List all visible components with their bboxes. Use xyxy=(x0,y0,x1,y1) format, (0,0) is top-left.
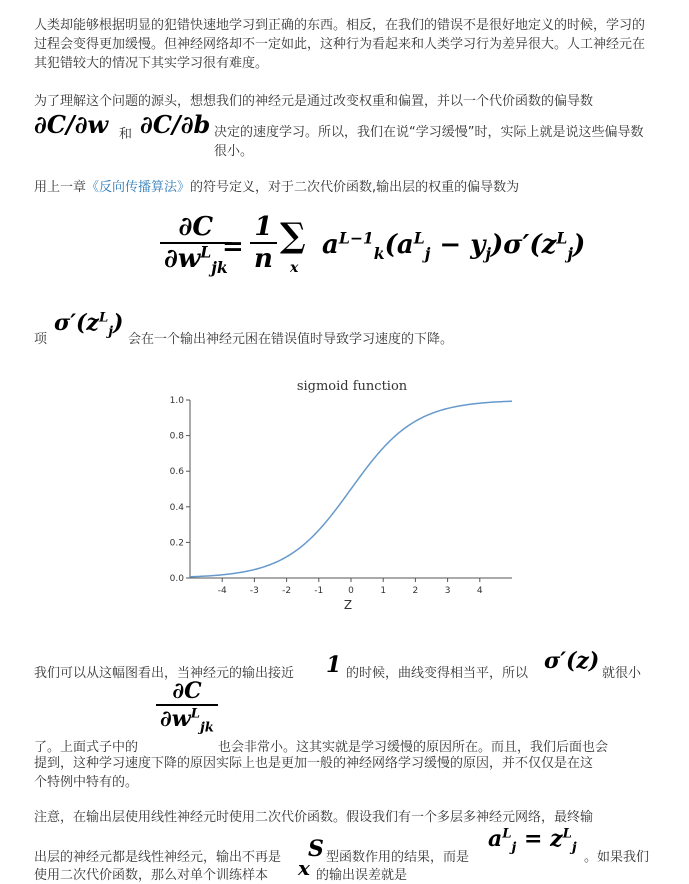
inline-frac-sup: L xyxy=(190,706,200,722)
and-text: 和 xyxy=(119,127,133,142)
inline-frac-sub: jk xyxy=(199,720,214,736)
paragraph-5-line3: 个特例中特有的。 xyxy=(34,775,139,790)
lhs-sub: jk xyxy=(211,258,228,278)
sigma-prime-z: σ′(z) xyxy=(544,648,600,674)
y-tick-label: 0.2 xyxy=(169,538,184,549)
sigmoid-chart xyxy=(150,372,530,617)
linear-output-formula xyxy=(488,826,577,856)
paragraph-6-a: 出层的神经元都是线性神经元，输出不再是 xyxy=(34,850,282,865)
x-tick-label: 3 xyxy=(444,586,451,596)
eq-mid: = z xyxy=(516,826,563,852)
y-tick-label: 0.6 xyxy=(169,467,184,478)
paragraph-4 xyxy=(34,310,674,346)
paragraph-5-a: 我们可以从这幅图看出，当神经元的输出接近 xyxy=(34,666,295,681)
paragraph-3-after: 的符号定义，对于二次代价函数,输出层的权重的偏导数为 xyxy=(190,180,520,195)
paragraph-5 xyxy=(34,648,674,758)
paragraph-2-line2 xyxy=(34,110,674,159)
z-sub: j xyxy=(567,244,574,264)
paragraph-5-d: 了。上面式子中的 xyxy=(34,740,139,755)
coef-numerator: 1 xyxy=(250,212,277,244)
chart-title: sigmoid function xyxy=(296,379,408,394)
y-sub: j xyxy=(485,244,491,264)
paragraph-6-b: 型函数作用的结果，而是 xyxy=(326,850,470,865)
eq-sup2: L xyxy=(562,826,572,842)
paragraph-6-e: 的输出误差就是 xyxy=(316,868,408,883)
paragraph-6-d: 使用二次代价函数，那么对单个训练样本 xyxy=(34,868,269,883)
sum-subscript: x xyxy=(290,260,299,276)
value-one: 1 xyxy=(326,652,342,678)
x-tick-label: -1 xyxy=(314,586,324,596)
sigma-prime-sup: L xyxy=(98,310,109,326)
inline-frac-den: ∂w xyxy=(160,706,191,732)
paragraph-3-before: 用上一章 xyxy=(34,180,87,195)
y-ticks xyxy=(170,396,190,584)
S-symbol: S xyxy=(308,836,324,862)
x-tick-label: 2 xyxy=(412,586,419,596)
aj-sub: j xyxy=(424,244,431,264)
formula-dc-db: ∂C/∂b xyxy=(140,110,211,139)
inline-frac-num: ∂C xyxy=(156,678,218,706)
x-tick-label: 0 xyxy=(348,586,354,596)
sigmoid-curve xyxy=(190,401,512,577)
minus-y: − y xyxy=(430,230,486,260)
inline-fraction xyxy=(156,678,218,736)
paragraph-3 xyxy=(34,178,519,197)
eq-sup1: L xyxy=(502,826,512,842)
sigma-prime-formula xyxy=(54,310,124,340)
sigma-prime-end: ) xyxy=(113,310,124,336)
x-tick-label: -4 xyxy=(217,586,227,596)
paragraph-5-line2: 提到，这种学习速度下降的原因实际上也是更加一般的神经网络学习缓慢的原因，并不仅仅是在这 xyxy=(34,756,594,771)
paragraph-2 xyxy=(34,92,674,111)
y-tick-label: 0.0 xyxy=(169,574,184,584)
paragraph-4-rest: 会在一个输出神经元困在错误值时导致学习速度的下降。 xyxy=(128,332,454,347)
y-tick-label: 0.4 xyxy=(169,502,184,513)
paragraph-5-e: 也会非常小。这其实就是学习缓慢的原因所在。而且，我们后面也会 xyxy=(218,740,609,755)
equals-sign: = xyxy=(222,232,244,262)
x-tick-label: 4 xyxy=(476,586,483,596)
paragraph-6-c: 。如果我们 xyxy=(584,850,650,865)
x-ticks xyxy=(218,578,483,596)
paren-a: (a xyxy=(384,230,414,260)
a-sup: L−1 xyxy=(338,228,374,248)
x-tick-label: 1 xyxy=(380,586,387,596)
sum-symbol: ∑ xyxy=(280,216,306,256)
lhs-sup: L xyxy=(200,242,212,262)
x-tick-label: -3 xyxy=(249,586,259,596)
eq-sub2: j xyxy=(571,840,577,856)
z-sup: L xyxy=(556,228,568,248)
a-sub: k xyxy=(373,244,385,264)
paragraph-2-rest: 决定的速度学习。所以，我们在说“学习缓慢”时，实际上就是说这些偏导数很小。 xyxy=(214,125,644,159)
close-paren: ) xyxy=(573,230,586,260)
paragraph-1: 人类却能够根据明显的犯错快速地学习到正确的东西。相反，在我们的错误不是很好地定义的时候，学习的过程会变得更加缓慢。但神经网络却不一定如此，这种行为看起来和人类学习行为差异很大。人工神经元在其犯错较大的情况下其实学习很有难度。 xyxy=(34,18,646,71)
eq-sub1: j xyxy=(511,840,517,856)
lhs-denominator: ∂w xyxy=(164,244,201,274)
backprop-link[interactable]: 《反向传播算法》 xyxy=(86,180,191,195)
y-tick-label: 1.0 xyxy=(169,396,184,406)
equation-body: $a^{L-1}_k(a^L_j - y_j)\sigma'(z^L_j)$ xyxy=(322,228,586,264)
paragraph-4-prefix: 项 xyxy=(34,332,48,347)
weight-gradient-equation xyxy=(160,212,586,292)
coefficient-fraction xyxy=(250,212,277,274)
paragraph-2-intro: 为了理解这个问题的源头，想想我们的神经元是通过改变权重和偏置，并以一个代价函数的偏导数 xyxy=(34,94,594,109)
sigma-prime-sub: j xyxy=(108,324,113,340)
sigma-prime-base: σ′(z xyxy=(54,310,99,336)
aj-sup: L xyxy=(413,228,425,248)
sigma-z: )σ′(z xyxy=(491,230,557,260)
paragraph-5-b: 的时候，曲线变得相当平，所以 xyxy=(346,666,529,681)
y-tick-label: 0.8 xyxy=(169,431,184,442)
x-axis-label: Z xyxy=(343,598,353,612)
paragraph-6-line1: 注意，在输出层使用线性神经元时使用二次代价函数。假设我们有一个多层多神经元网络，最终输 xyxy=(34,810,594,825)
lhs-numerator: ∂C xyxy=(160,212,232,244)
x-symbol: x xyxy=(298,856,310,880)
coef-denominator: n xyxy=(254,244,273,274)
formula-dc-dw: ∂C/∂w xyxy=(34,110,109,139)
eq-a: a xyxy=(488,826,503,852)
paragraph-6-line2 xyxy=(34,826,674,884)
lhs-fraction xyxy=(160,212,232,278)
x-tick-label: -2 xyxy=(282,586,292,596)
paragraph-5-c: 就很小 xyxy=(602,666,642,681)
